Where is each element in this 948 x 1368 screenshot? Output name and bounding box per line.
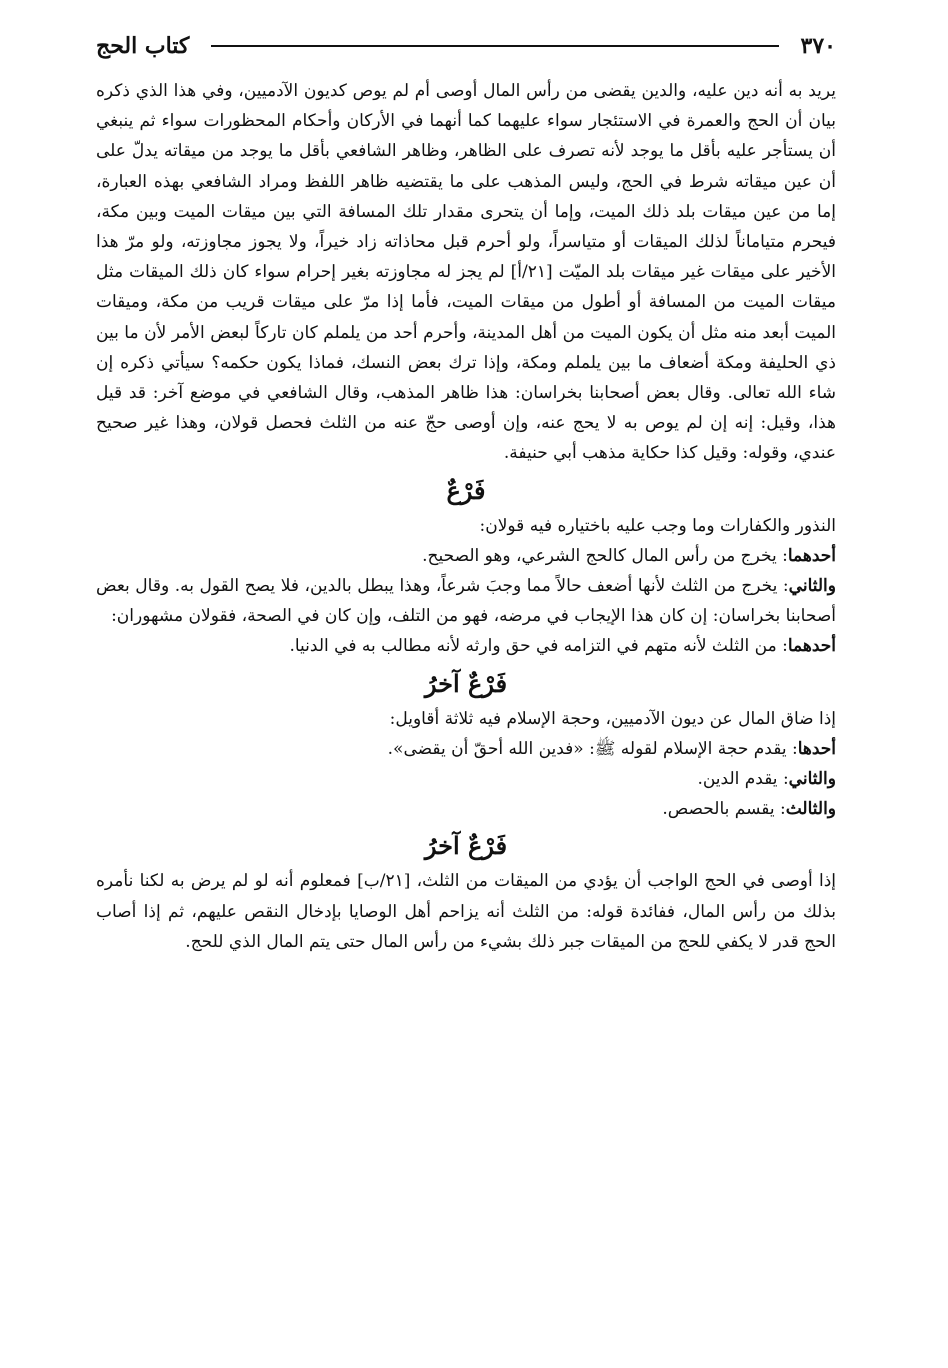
- section-heading-far-akhar-1: فَرْعٌ آخرُ: [424, 668, 508, 698]
- item-text: : يخرج من رأس المال كالحج الشرعي، وهو الصحيح.: [422, 545, 788, 566]
- section-heading-far: فَرْعٌ: [446, 475, 486, 505]
- header-rule: [211, 45, 778, 47]
- section-heading-far-akhar-2: فَرْعٌ آخرُ: [424, 831, 508, 861]
- item-lead: أحدهما: [787, 545, 836, 566]
- item-lead: والثالث: [785, 799, 836, 820]
- section3-paragraph: إذا أوصى في الحج الواجب أن يؤدي من الميقات من الثلث، [٢١/ب] فمعلوم أنه لو لم يرض به لكنا نأمره بذلك من رأس المال، ففائدة قوله: من الثلث أنه يزاحم أهل الوصايا بإدخال النقص عليهم، ثم إذا أصاب الحج قدر لا يكفي للحج من الميقات جبر ذلك بشيء من رأس المال حتى يتم المال الذي للحج.: [96, 871, 837, 952]
- item-text: : من الثلث لأنه متهم في التزامه في حق وارثه لأنه مطالب به في الدنيا.: [289, 636, 788, 657]
- section1-item-1: [96, 541, 836, 571]
- item-text: : يقدم الدين.: [697, 769, 789, 790]
- section2-item-2: [96, 764, 836, 794]
- section1-intro: النذور والكفارات وما وجب عليه باختياره فيه قولان:: [479, 515, 836, 536]
- item-lead: والثاني: [788, 769, 836, 790]
- section1-item-3: [96, 631, 836, 661]
- page-number: ٣٧٠: [800, 33, 836, 59]
- section1-item-2: [96, 571, 836, 631]
- item-text: : يخرج من الثلث لأنها أضعف حالاً مما وجبَ شرعاً، وهذا يبطل بالدين، فلا يصح القول به. وقال بعض أصحابنا بخراسان: إن كان هذا الإيجاب في مرضه، فهو من التلف، وإن كان في الصحة، فقولان مشهوران:: [96, 576, 836, 627]
- item-text: : يقسم بالحصص.: [662, 799, 786, 820]
- item-text: : يقدم حجة الإسلام لقوله ﷺ: «فدين الله أحقّ أن يقضى».: [387, 738, 798, 759]
- section2-item-1: [96, 734, 836, 764]
- item-lead: أحدها: [797, 738, 836, 759]
- section2-intro: إذا ضاق المال عن ديون الآدميين، وحجة الإسلام فيه ثلاثة أقاويل:: [389, 708, 836, 729]
- page-body: [96, 76, 836, 957]
- item-lead: والثاني: [788, 576, 836, 597]
- item-lead: أحدهما: [787, 636, 836, 657]
- running-header: [96, 24, 836, 68]
- section2-item-3: [96, 794, 836, 824]
- book-title: كتاب الحج: [96, 33, 190, 59]
- intro-paragraph: يريد به أنه دين عليه، والدين يقضى من رأس المال أوصى أم لم يوص كديون الآدميين، وفي هذا الذي ذكره بيان أن الحج والعمرة في الاستئجار سواء عليهما كما أنهما في الأركان وأحكام المحظورات سواء ثم ينبغي أن يستأجر عليه بأقل ما يوجد لأنه تصرف على الظاهر، وظاهر الشافعي بأقل ما يوجد من ميقاته يدلّ على أن عين ميقاته شرط في الحج، وليس المذهب على ما يقتضيه ظاهر اللفظ ومراد الشافعي بهذه العبارة، إما من عين ميقات بلد ذلك الميت، وإما أن يتحرى مقدار تلك المسافة التي بين ميقات الميت وبين مكة، فيحرم متياماناً لذلك الميقات أو متياسراً، ولو أحرم قبل محاذاته زاد خيراً، ولا يجوز مجاوزته، ولو مرّ هذا الأخير على ميقات غير ميقات بلد الميّت [٢١/أ] لم يجز له مجاوزته بغير إحرام سواء كان ذلك الميقات مثل ميقات الميت من المسافة أو أطول من ميقات الميت، فأما إذا مرّ على ميقات قريب من مكة، وميقات الميت أبعد منه مثل أن يكون الميت من أهل المدينة، وأحرم أحد من يلملم كان تاركاً لبعض الأمر لأن ما بين ذي الحليفة ومكة أضعاف ما بين يلملم ومكة، وإذا ترك بعض النسك، فماذا يكون حكمه؟ سيأتي ذكره إن شاء الله تعالى. وقال بعض أصحابنا بخراسان: هذا ظاهر المذهب، وقال الشافعي في موضع آخر: قد قيل هذا، وقيل: إنه إن لم يوص به لا يحج عنه، وإن أوصى حجّ عنه من الثلث فحصل قولان، وهذا غير صحيح عندي، وقوله: وقيل كذا حكاية مذهب أبي حنيفة.: [96, 81, 837, 464]
